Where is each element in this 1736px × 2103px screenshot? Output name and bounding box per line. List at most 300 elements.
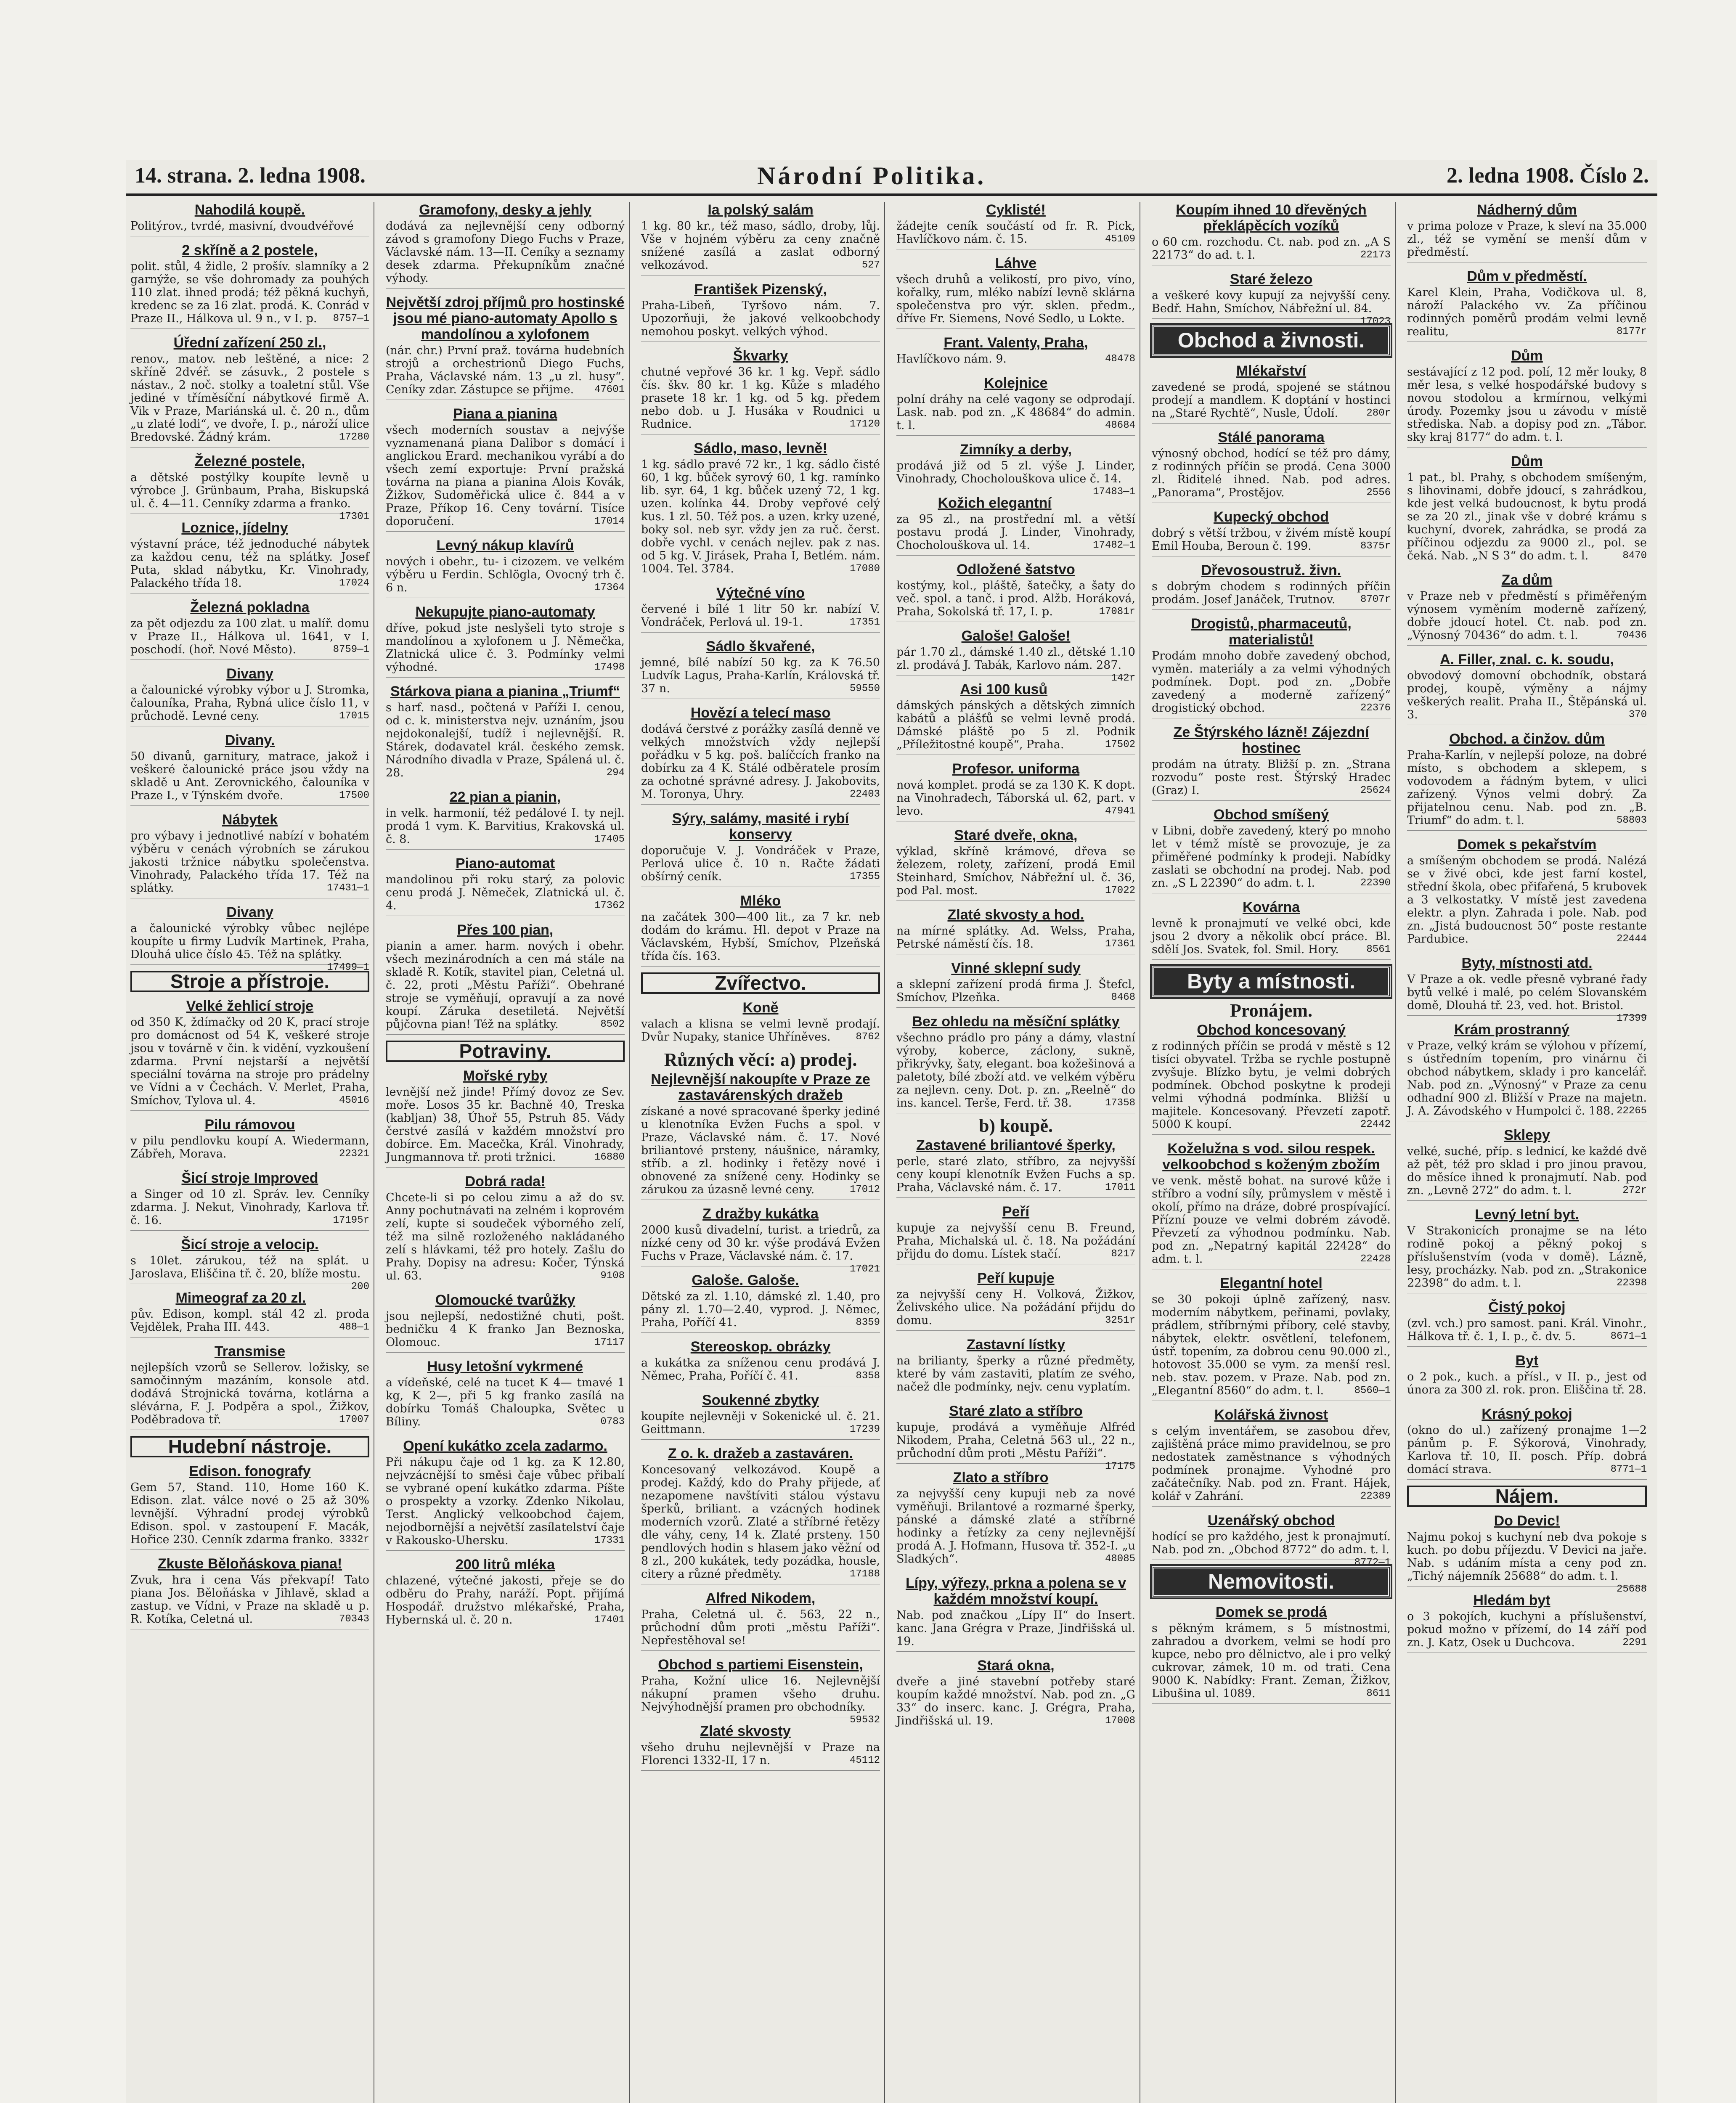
ad-headline: Obchod. a činžov. dům: [1449, 731, 1605, 747]
ad-headline: Krám prostranný: [1454, 1022, 1569, 1038]
ad-text: zavedené se prodá, spojené se státnou prodejí a mandlem. K doptání v hostinci na „Staré Rychtě“, Nusle, Údolí.: [1152, 381, 1391, 420]
classified-ad: [1152, 562, 1391, 610]
ad-reference-number: 527: [861, 260, 880, 271]
ad-reference-number: 17280: [339, 432, 369, 443]
ad-headline: Byty, místnosti atd.: [1461, 955, 1593, 971]
subsection-heading: b) koupě.: [978, 1115, 1053, 1136]
classified-ad: [896, 335, 1135, 369]
ad-text: a vídeňské, celé na tucet K 4— tmavé 1 kg, K 2—, při 5 kg franko zasílá na dobírku Tomáš Chaloupka, Světec u Bíliny.: [386, 1376, 625, 1428]
ad-reference-number: 17195r: [333, 1215, 369, 1226]
ad-headline: Sýry, salámy, masité i rybí konservy: [672, 810, 849, 842]
ad-reference-number: 8375r: [1360, 540, 1391, 552]
ad-text: sestávající z 12 pod. polí, 12 měr louky, 8 měr lesa, s velké hospodářské budovy s novou stodolou a krmírnou, velkými úrody. Pozemky jsou u závodu v místě střediska. Nab. a dopisy pod zn. „Tábor. sky kraj 8177“ do adm. t. l.: [1407, 366, 1647, 444]
classified-ad: [130, 1290, 369, 1338]
classified-ad: [1152, 1407, 1391, 1507]
ad-reference-number: 8561: [1366, 944, 1391, 955]
ad-body: [1152, 1425, 1391, 1503]
section-banner: Nemovitosti.: [1152, 1566, 1391, 1597]
ad-headline: Odložené šatstvo: [957, 562, 1075, 577]
ad-headline: Hovězí a telecí maso: [690, 705, 831, 721]
ad-text: od 350 K, ždímačky od 20 K, prací stroje pro domácnost od 54 K, veškeré stroje jsou v továrně v čin. k vidění, vyzkoušení zdarma. První nejstarší a největší speciální továrna na stroje pro prádelny ve Vídni a v Čechách. V. Merlet, Praha, Smíchov, Tylova ul. 4.: [130, 1016, 369, 1107]
classified-ad: [1407, 837, 1647, 949]
ad-headline: Kolejnice: [984, 375, 1048, 391]
ad-headline: Nádherný dům: [1476, 202, 1577, 218]
ad-text: V Strakonicích pronajme se na léto rodině pokoj a pěkný pokoj s příslušenstvím (voda v domě). Lázně, lesy, procházky. Nab. pod zn. „Strakonice 22398“ do adm. t. l.: [1407, 1224, 1647, 1290]
ad-text: kupuje za nejvyšší cenu B. Freund, Praha, Michalská ul. č. 18. Na požádání přijdu do domu. Lístek stačí.: [896, 1221, 1135, 1261]
section-heading: Potraviny.: [386, 1041, 625, 1062]
classified-ad: [896, 495, 1135, 556]
ad-text: a veškeré kovy kupují za nejvyšší ceny. Bedř. Hahn, Smíchov, Nábřežní ul. 84.: [1152, 289, 1391, 315]
ad-body: [896, 513, 1135, 552]
ad-headline: Z dražby kukátka: [702, 1206, 819, 1222]
ad-body: [1407, 1610, 1647, 1649]
ad-text: na mírné splátky. Ad. Welss, Praha, Petrské náměstí čís. 18.: [896, 924, 1135, 951]
ad-body: [641, 1356, 880, 1383]
ad-headline: Piana a pianina: [453, 406, 557, 422]
ad-reference-number: 22444: [1616, 933, 1647, 945]
ad-text: v pilu pendlovku koupí A. Wiedermann, Zábřeh, Morava.: [130, 1134, 369, 1160]
classified-ad: [1407, 1592, 1647, 1653]
ad-body: [641, 1608, 880, 1647]
ad-reference-number: 8468: [1111, 992, 1135, 1003]
classified-ad: [386, 1438, 625, 1551]
classified-ad: [896, 1337, 1135, 1397]
ad-headline: Stereoskop. obrázky: [690, 1339, 831, 1355]
classified-ad: [641, 1723, 880, 1771]
ad-reference-number: 8359: [856, 1317, 880, 1328]
classified-ad: [641, 281, 880, 342]
ad-reference-number: 17499—1: [327, 962, 369, 973]
ad-headline: Škvarky: [733, 348, 788, 364]
ad-body: [130, 829, 369, 895]
ad-body: [130, 220, 369, 233]
ad-text: nejlepších vzorů se Sellerov. ložisky, se samočinným mazáním, konsole atd. dodává Strojnická továrna, kotlárna a slévárna, F. J. Podpěra a spol., Žižkov, Poděbradova tř.: [130, 1361, 369, 1426]
ad-reference-number: 8759—1: [333, 644, 369, 655]
classified-ad: [130, 202, 369, 236]
section-banner: Obchod a živnosti.: [1152, 325, 1391, 356]
ad-reference-number: 17021: [849, 1263, 880, 1275]
ad-headline: Staré železo: [1230, 271, 1313, 287]
ad-body: [896, 1675, 1135, 1727]
ad-headline: Zastavní lístky: [966, 1337, 1065, 1353]
ad-reference-number: 17024: [339, 577, 369, 589]
classified-ad: [1152, 1141, 1391, 1269]
ad-body: [1152, 381, 1391, 420]
ad-text: v prima poloze v Praze, k sleví na 35.000 zl., též se vymění se menší dům v předměstí.: [1407, 220, 1647, 259]
ad-body: [1152, 236, 1391, 262]
classified-ad: [386, 406, 625, 532]
ad-reference-number: 17358: [1105, 1097, 1135, 1109]
ad-text: za pět odjezdu za 100 zlat. u malíř. domu v Praze II., Hálkova ul. 1641, v I. poschodí. (hoř. Nové Město).: [130, 617, 369, 656]
ad-text: o 3 pokojích, kuchyni a příslušenství, pokud možno v přízemí, do 14 září pod zn. J. Katz, Osek u Duchcova.: [1407, 1610, 1647, 1649]
ad-reference-number: 45109: [1105, 233, 1135, 245]
classified-ad: [1407, 955, 1647, 1024]
ad-text: velké, suché, příp. s lednicí, ke každé dvě až pět, též pro sklad i pro jinou pravou, do měsíce ihned k pronajmutí. Nab. pod zn. „Levně 272“ do adm. t. l.: [1407, 1145, 1647, 1197]
ad-body: [130, 683, 369, 723]
ad-reference-number: 48478: [1105, 353, 1135, 365]
ad-headline: Kolářská živnost: [1214, 1407, 1328, 1423]
classified-ad: [1407, 1353, 1647, 1400]
ad-headline: Láhve: [995, 255, 1037, 271]
ad-body: [896, 1609, 1135, 1648]
ad-headline: Peří: [1002, 1204, 1030, 1220]
classified-ad: [641, 638, 880, 699]
ad-headline: Loznice, jídelny: [181, 520, 288, 536]
ad-headline: Největší zdroj příjmů pro hostinské jsou mé piano-automaty Apollo s mandolínou a xylofonem: [386, 294, 625, 342]
ad-text: 1 kg. 80 kr., též maso, sádlo, droby, lůj. Vše v hojném výběru za ceny značně snížené zasílá a zaslat odborný velkozávod.: [641, 220, 880, 272]
ad-reference-number: 280r: [1366, 408, 1391, 419]
ad-body: [386, 220, 625, 285]
classified-ad: [1407, 1022, 1647, 1121]
ad-reference-number: 3332r: [339, 1534, 369, 1545]
ad-body: [896, 924, 1135, 951]
classified-ad: [130, 1343, 369, 1430]
ad-text: nových i obehr., tu- i cizozem. ve velkém výběru u Ferdin. Schlögla, Ovocný trh č. 6 n.: [386, 555, 625, 594]
ad-body: [1152, 580, 1391, 606]
ad-body: [1407, 669, 1647, 721]
ad-headline: Husy letošní vykrmené: [427, 1359, 583, 1375]
ad-reference-number: 17012: [849, 1184, 880, 1195]
ad-headline: Dům: [1511, 348, 1543, 364]
ad-body: [1407, 1145, 1647, 1197]
ad-body: [896, 1421, 1135, 1472]
ad-reference-number: 9108: [600, 1270, 625, 1282]
ad-headline: Koupím ihned 10 dřevěných překlápěcích vozíků: [1176, 202, 1367, 234]
ad-text: (nár. chr.) První praž. továrna hudebních strojů a orchestrionů Diego Fuchs, Praha, Václavské nám. 13 „u zl. husy“. Ceníky zdar. Zástupce se přijme.: [386, 344, 625, 396]
ad-body: [386, 1191, 625, 1282]
classified-ad: [1407, 1406, 1647, 1480]
ad-body: [1407, 1317, 1647, 1343]
ad-text: dříve, pokud jste neslyšeli tyto stroje s mandolínou a xylofonem u J. Němečka, Zlatnická ulice č. 3. Podmínky velmi výhodné.: [386, 622, 625, 674]
ad-reference-number: 200: [351, 1281, 369, 1293]
ad-text: levnější než jinde! Přímý dovoz ze Sev. moře. Losos 35 kr. Bachně 40, Treska (kabljan) 38, Úhoř 55, Pstruh 85. Vády čerstvé zasílá v každém množství pro dobírce. Em. Macečka, Král. Vinohrady, Jungmannova tř. proti tržnici.: [386, 1086, 625, 1164]
ad-reference-number: 17364: [594, 582, 625, 593]
classified-ad: [130, 666, 369, 726]
classified-ad: [1152, 429, 1391, 503]
ad-reference-number: 8611: [1366, 1688, 1391, 1699]
ad-reference-number: 17015: [339, 710, 369, 722]
ad-headline: Divany: [226, 904, 273, 920]
ad-text: s harf. nasd., počtená v Paříži I. cenou, od c. k. ministerstva nejv. uznáním, jsou nejdokonalejší, tudíž i nejlevnější. R. Stárek, dodavatel král. českého zemsk. Národního divadla v Praze, Spálená ul. č. 28.: [386, 701, 625, 779]
ad-headline: Stará okna,: [977, 1658, 1055, 1674]
ad-headline: Opení kukátko zcela zadarmo.: [403, 1438, 607, 1454]
ad-text: ve venk. městě bohat. na surové kůže i stříbro a vodní síly, průmyslem v městě i okolí, přímo na dráze, dobré prospívající. Přízní pouze ve velmi dobrém závodě. Převzetí za výhodnou podmínku. Nab. pod zn. „Nepatrný kapitál 22428“ do adm. t. l.: [1152, 1174, 1391, 1266]
classified-ad: [130, 1463, 369, 1550]
ad-headline: Šicí stroje a velocip.: [181, 1237, 319, 1253]
ad-headline: Obchod koncesovaný: [1197, 1022, 1346, 1038]
ad-text: v Praze neb v předměstí s přiměřeným výnosem vyměním moderně zařízený, dobře jdoucí hotel. Ct. nab. pod zn. „Výnosný 70436“ do adm. t. l.: [1407, 590, 1647, 642]
column-2: [382, 202, 630, 2103]
ad-text: za nejvyšší ceny kupuji neb za nové vyměňuji. Brilantové a rozmarné šperky, pánské a dámské zlaté a stříbrné hodinky a řetízky za ceny nejlevnější prodá A. J. Hofmann, Husova tř. 352-I. „u Sladkých“.: [896, 1487, 1135, 1565]
ad-headline: Dům v předměstí.: [1467, 268, 1587, 284]
columns: [126, 202, 1657, 2103]
ad-headline: Galoše! Galoše!: [961, 628, 1071, 644]
ad-headline: Šicí stroje Improved: [181, 1170, 318, 1186]
ad-headline: Levný nákup klavírů: [436, 538, 574, 554]
classified-ad: [896, 1014, 1135, 1113]
ad-body: [641, 603, 880, 629]
classified-ad: [386, 538, 625, 598]
section-heading: Nájem.: [1407, 1486, 1647, 1507]
ad-headline: Z o. k. dražeb a zastaváren.: [668, 1446, 853, 1462]
classified-ad: [1407, 348, 1647, 448]
ad-text: výklad, skříně krámové, dřeva se železem, rolety, zařízení, prodá Emil Steinhard, Smíchov, Nábřežní ul. č. 36, pod Pal. most.: [896, 845, 1135, 897]
ad-reference-number: 48085: [1105, 1553, 1135, 1565]
classified-ad: [130, 335, 369, 448]
ad-headline: Nahodilá koupě.: [194, 202, 305, 218]
ad-body: [896, 220, 1135, 246]
ad-body: [386, 807, 625, 846]
classified-ad: [1407, 1207, 1647, 1293]
ad-reference-number: 17175: [1105, 1461, 1135, 1472]
ad-headline: Ia polský salám: [708, 202, 814, 218]
classified-ad: [1407, 652, 1647, 725]
classified-ad: [386, 1292, 625, 1353]
ad-text: dobrý s větší tržbou, v živém místě koupí Emil Houba, Beroun č. 199.: [1152, 527, 1391, 553]
classified-ad: [896, 1204, 1135, 1264]
ad-body: [641, 656, 880, 695]
ad-reference-number: 8772—1: [1354, 1557, 1391, 1568]
column-3: [637, 202, 885, 2103]
ad-text: a čalounické výrobky vůbec nejlépe koupíte u firmy Ludvík Martinek, Praha, Dlouhá ulice číslo 45. Též na splátky.: [130, 922, 369, 961]
ad-body: [641, 1105, 880, 1196]
ad-headline: Sádlo škvařené,: [706, 638, 815, 654]
ad-reference-number: 17239: [849, 1424, 880, 1435]
ad-text: všech druhů a velikostí, pro pivo, víno, kořalky, rum, mléko nabízí levně sklárna společenstva pro výr. sklen. předm., dříve Fr. Siemens, Nové Sedlo, u Lokte.: [896, 273, 1135, 325]
ad-text: pár 1.70 zl., dámské 1.40 zl., dětské 1.10 zl. prodává J. Tabák, Karlovo nám. 287.: [896, 646, 1135, 672]
newspaper-page: [126, 160, 1657, 2103]
classified-ad: [130, 453, 369, 522]
ad-reference-number: 58803: [1616, 815, 1647, 826]
ad-text: Dětské za zl. 1.10, dámské zl. 1.40, pro pány zl. 1.70—2.40, vyprod. J. Němec, Praha, Poříčí 41.: [641, 1290, 880, 1329]
ad-body: [130, 1481, 369, 1546]
ad-body: [130, 1254, 369, 1293]
ad-body: [1152, 527, 1391, 553]
ad-reference-number: 45016: [339, 1095, 369, 1106]
ad-reference-number: 8762: [856, 1031, 880, 1043]
ad-text: pianin a amer. harm. nových i obehr. všech mezinárodních a cen má stále na skladě R. Kotík, stavitel pian, Celetná ul. č. 22, proti „Městu Paříži“. Obehrané stroje se vyměňují, opravují a za nové koupí. Záruka desetiletá. Největší půjčovna pian! Též na splátky.: [386, 940, 625, 1031]
ad-text: chutné vepřové 36 kr. 1 kg. Vepř. sádlo čís. škv. 80 kr. 1 kg. Kůže s mladého prasete 18 kr. 1 kg. od 5 kg. předem nebo dob. u J. Husáka v Roudnici u Rudnice.: [641, 366, 880, 431]
classified-ad: [641, 440, 880, 579]
ad-headline: Zimníky a derby,: [960, 442, 1072, 458]
ad-headline: Divany.: [225, 732, 275, 748]
ad-text: Praha-Libeň, Tyršovo nám. 7. Upozorňuji, že jakové velkoobchody nemohou poskyt. velkých výhod.: [641, 299, 880, 338]
ad-reference-number: 17500: [339, 790, 369, 801]
ad-text: kostýmy, kol., pláště, šatečky, a šaty do več. spol. a tanč. i prod. Alžb. Horáková, Praha, Sokolská tř. 17, I. p.: [896, 579, 1135, 618]
ad-headline: Nábytek: [222, 812, 278, 828]
classified-ad: [1152, 1275, 1391, 1401]
ad-text: se 30 pokoji úplně zařízený, nasv. moderním nábytkem, peřinami, povlaky, prádlem, stříbrnými příbory, celé stavby, nábytek, elektr. osvětlení, telefonem, ústř. topením, za dobrou cenu 90.000 zl., hotovost 35.000 se vym. za menší resl. neb. stav. pozem. v Praze. Nab. pod zn. „Elegantní 8560“ do adm. t. l.: [1152, 1293, 1391, 1397]
ad-headline: Zastavené briliantové šperky,: [916, 1137, 1116, 1153]
classified-ad: [1152, 616, 1391, 718]
ad-headline: Sádlo, maso, levně!: [694, 440, 827, 456]
ad-text: o 2 pok., kuch. a přísl., v II. p., jest od února za 300 zl. rok. pron. Eliščina tř. 28.: [1407, 1370, 1647, 1396]
ad-body: [130, 1188, 369, 1227]
classified-ad: [1152, 202, 1391, 265]
ad-reference-number: 17117: [594, 1337, 625, 1348]
classified-ad: [130, 242, 369, 329]
ad-reference-number: 17188: [849, 1568, 880, 1580]
classified-ad: [386, 294, 625, 400]
classified-ad: [1407, 1299, 1647, 1347]
ad-reference-number: 17331: [594, 1535, 625, 1546]
ad-text: 50 divanů, garnitury, matrace, jakož i veškeré čalounické práce jsou vždy na skladě u Ant. Zerovnického, čalouníka v Praze I., v Týnském dvoře.: [130, 750, 369, 802]
ad-text: in velk. harmonií, též pedálové I. ty nejl. prodá 1 vym. K. Barvitius, Krakovská ul. č. 8.: [386, 807, 625, 846]
header-page-date: 14. strana. 2. ledna 1908.: [135, 164, 366, 188]
classified-ad: [641, 1000, 880, 1047]
ad-body: [1152, 447, 1391, 499]
ad-headline: Nekupujte piano-automaty: [415, 604, 595, 620]
ad-reference-number: 22442: [1360, 1119, 1391, 1130]
classified-ad: [641, 348, 880, 434]
ad-headline: 22 pian a pianin,: [449, 789, 561, 805]
ad-reference-number: 3251r: [1105, 1315, 1135, 1326]
ad-headline: Krásný pokoj: [1482, 1406, 1572, 1422]
ad-text: dámských pánských a dětských zimních kabátů a plášťů se velmi levně prodá. Dámské pláště po 5 zl. Podnik „Příležitostné koupě“, Praha.: [896, 699, 1135, 751]
ad-text: za nejvyšší ceny H. Volková, Žižkov, Želivského ulice. Na požádání přijdu do domu.: [896, 1288, 1135, 1327]
ad-body: [641, 723, 880, 801]
ad-text: Chcete-li si po celou zimu a až do sv. Anny pochutnávati na zelném i koprovém zelí, kupte si soudeček výborného zelí, též ma silně rozloženého nakládaného zelí s hlávkami, též pro hotely. Zašlu do Prahy. Dopisy na adresu: Kočer, Týnská ul. 63.: [386, 1191, 625, 1282]
ad-reference-number: 22173: [1360, 249, 1391, 261]
ad-reference-number: 17399: [1616, 1013, 1647, 1024]
ad-reference-number: 142r: [1111, 673, 1135, 684]
ad-headline: Zlaté skvosty: [700, 1723, 791, 1739]
ad-reference-number: 17401: [594, 1614, 625, 1626]
ad-reference-number: 22403: [849, 789, 880, 800]
page-header: [126, 160, 1657, 196]
ad-headline: Mořské ryby: [463, 1068, 548, 1084]
ad-body: [386, 424, 625, 528]
ad-body: [896, 779, 1135, 818]
ad-headline: Zlato a stříbro: [953, 1470, 1049, 1486]
ad-text: Havlíčkovo nám. 9.: [896, 352, 1007, 366]
ad-headline: Staré zlato a stříbro: [949, 1403, 1083, 1419]
classified-ad: [896, 1137, 1135, 1198]
classified-ad: [896, 681, 1135, 755]
ad-body: [130, 1308, 369, 1334]
ad-headline: Divany: [226, 666, 273, 682]
classified-ad: [130, 732, 369, 806]
ad-body: [1407, 471, 1647, 562]
classified-ad: [641, 1071, 880, 1200]
classified-ad: [1152, 509, 1391, 556]
classified-ad: [1407, 572, 1647, 646]
ad-headline: Čistý pokoj: [1488, 1299, 1566, 1315]
ad-headline: Nejlevnější nakoupíte v Praze ze zastavárenských dražeb: [651, 1071, 870, 1103]
ad-reference-number: 22321: [339, 1148, 369, 1160]
ad-reference-number: 17022: [1105, 885, 1135, 896]
ad-text: mandolinou při roku starý, za polovic cenu prodá J. Němeček, Zlatnická ul. č. 4.: [386, 873, 625, 912]
column-5: [1148, 202, 1396, 2103]
ad-headline: Olomoucké tvarůžky: [435, 1292, 575, 1308]
ad-reference-number: 8671—1: [1610, 1331, 1647, 1342]
classified-ad: [130, 812, 369, 898]
ad-headline: Drogistů, pharmaceutů, materialistů!: [1191, 616, 1352, 648]
ad-body: [130, 471, 369, 522]
classified-ad: [896, 442, 1135, 498]
ad-headline: Uzenářský obchod: [1207, 1512, 1335, 1528]
ad-reference-number: 17007: [339, 1414, 369, 1425]
ad-headline: Dům: [1511, 453, 1543, 469]
section-heading: Zvířectvo.: [641, 972, 880, 994]
ad-text: Karel Klein, Praha, Vodičkova ul. 8, nároží Palackého vv. Za příčinou rodinných poměrů prodám velmi levně realitu,: [1407, 286, 1647, 338]
ad-body: [130, 1573, 369, 1626]
classified-ad: [386, 922, 625, 1035]
classified-ad: [1407, 268, 1647, 342]
ad-reference-number: 8707r: [1360, 594, 1391, 605]
ad-body: [1152, 1622, 1391, 1700]
ad-text: získané a nové spracované šperky jediné u klenotníka Evžen Fuchs a spol. v Praze, Václavské nám. č. 17. Nové briliantové prsteny, náušnice, náramky, stříb. a zl. hodinky i řetězy nové i obnovené za snížené ceny. Hodinky se zárukou za úzasně levné ceny.: [641, 1105, 880, 1196]
ad-body: [641, 1410, 880, 1436]
ad-body: [896, 845, 1135, 897]
ad-reference-number: 17361: [1105, 938, 1135, 950]
ad-body: [896, 1031, 1135, 1110]
ad-text: Koncesovaný velkozávod. Koupě a prodej. Každý, kdo do Prahy přijede, ať nezapomene navštíviti stálou výstavu šperků, briliant. a vzácných hodinek moderních vzorů. Zlaté a stříbrné řetězy dle váhy, ceny, 14 k. Zlaté prsteny. 150 pendlových hodin s hlasem jako věžní od 8 zl., 200 kukátek, tedy pozádka, housle, citery a různé předměty.: [641, 1463, 880, 1581]
ad-reference-number: 272r: [1622, 1185, 1647, 1196]
ad-body: [1152, 1293, 1391, 1397]
ad-text: a kukátka za sníženou cenu prodává J. Němec, Praha, Poříčí č. 41.: [641, 1356, 880, 1383]
ad-reference-number: 17011: [1105, 1182, 1135, 1193]
classified-ad: [130, 998, 369, 1111]
ad-text: a dětské postýlky koupíte levně u výrobce J. Grünbaum, Praha, Biskupská ul. č. 4—11. Cenníky zdarma a franko.: [130, 471, 369, 510]
classified-ad: [641, 1657, 880, 1726]
classified-ad: [896, 761, 1135, 821]
section-banner: Byty a místnosti.: [1152, 966, 1391, 997]
ad-text: s 10let. zárukou, též na splát. u Jaroslava, Eliščina tř. č. 20, blíže mostu.: [130, 1254, 369, 1280]
ad-headline: Stálé panorama: [1218, 429, 1325, 445]
ad-reference-number: 22398: [1616, 1277, 1647, 1289]
ad-body: [896, 646, 1135, 684]
ad-headline: Elegantní hotel: [1220, 1275, 1323, 1291]
ad-text: a čalounické výrobky výbor u J. Stromka, čalouníka, Praha, Rybná ulice číslo 11, v průchodě. Levné ceny.: [130, 683, 369, 723]
ad-headline: 200 litrů mléka: [455, 1557, 555, 1573]
ad-reference-number: 17502: [1105, 739, 1135, 750]
classified-ad: [1407, 1513, 1647, 1595]
ad-body: [1407, 1424, 1647, 1476]
ad-headline: Dřevosoustruž. živn.: [1201, 562, 1341, 578]
ad-text: obvodový domovní obchodník, obstará prodej, koupě, výměny a nájmy veškerých realit. Praha II., Štěpánská ul. 3.: [1407, 669, 1647, 721]
classified-ad: [641, 1446, 880, 1584]
ad-headline: Hledám byt: [1473, 1592, 1550, 1608]
ad-reference-number: 8358: [856, 1370, 880, 1382]
ad-text: prodám na útraty. Bližší p. zn. „Strana rozvodu“ poste rest. Štýrský Hradec (Graz) I.: [1152, 758, 1391, 797]
ad-body: [130, 1361, 369, 1426]
subsection-heading: Různých věcí: a) prodej.: [664, 1049, 857, 1070]
ad-text: pro výbavy i jednotlivé nabízí v bohatém výběru v cenách výrobních se zárukou jakosti tržnice nábytku společenstva. Vinohrady, Palackého třída 17. Též na splátky.: [130, 829, 369, 895]
ad-text: Praha, Kožní ulice 16. Nejlevnější nákupní pramen všeho druhu. Nejvýhodnější pramen pro obchodníky.: [641, 1674, 880, 1714]
ad-text: Gem 57, Stand. 110, Home 160 K. Edison. zlat. válce nové o 25 až 30% levnější. Výhradní prodej výrobků Edison. spol. v zastoupení F. Macák, Hořice 230. Cenník zdarma franko.: [130, 1481, 369, 1546]
ad-body: [386, 344, 625, 396]
classified-ad: [1152, 724, 1391, 801]
ad-text: s celým inventářem, se zasobou dřev, zajištěná práce mimo pravidelnou, se pro nedostatek zaměstnance s výhodných podmínek pronajme. Vyhodné pro začátečníky. Nab. pod zn. Frant. Hájek, kolář v Zahrání.: [1152, 1425, 1391, 1503]
ad-body: [130, 1016, 369, 1107]
ad-text: dodává čerstvé z porážky zasílá denně ve velkých množstvích vždy nejlepší pořádku v 5 kg. poš. balíčcích franko na dobírku za 4 K. Stálé odběratele prosím za ochotné správné adresy. J. Jakobovits, M. Toronya, Uhry.: [641, 723, 880, 801]
ad-reference-number: 17023: [1360, 316, 1391, 327]
ad-body: [386, 940, 625, 1031]
classified-ad: [386, 1068, 625, 1168]
ad-text: v Libni, dobře zavedený, který po mnoho let v témž místě se provozuje, je za přiměřené podmínky k prodeji. Nabídky zaslati se obchodní na prodej. Nab. pod zn. „S L 22390“ do adm. t. l.: [1152, 824, 1391, 890]
ad-headline: Zlaté skvosty a hod.: [947, 907, 1084, 923]
ad-headline: Peří kupuje: [977, 1270, 1055, 1286]
classified-ad: [896, 375, 1135, 436]
ad-headline: Edison. fonografy: [189, 1463, 311, 1479]
classified-ad: [641, 585, 880, 633]
ad-body: [896, 699, 1135, 751]
ad-headline: Cyklisté!: [986, 202, 1046, 218]
ad-body: [1407, 854, 1647, 946]
ad-headline: Alfred Nikodem,: [705, 1590, 816, 1606]
ad-text: dodává za nejlevnější ceny odborný závod s gramofony Diego Fuchs v Praze, Václavské nám. 13—II. Ceníky a seznamy desek zdarma. Překupníkům značné výhody.: [386, 220, 625, 285]
